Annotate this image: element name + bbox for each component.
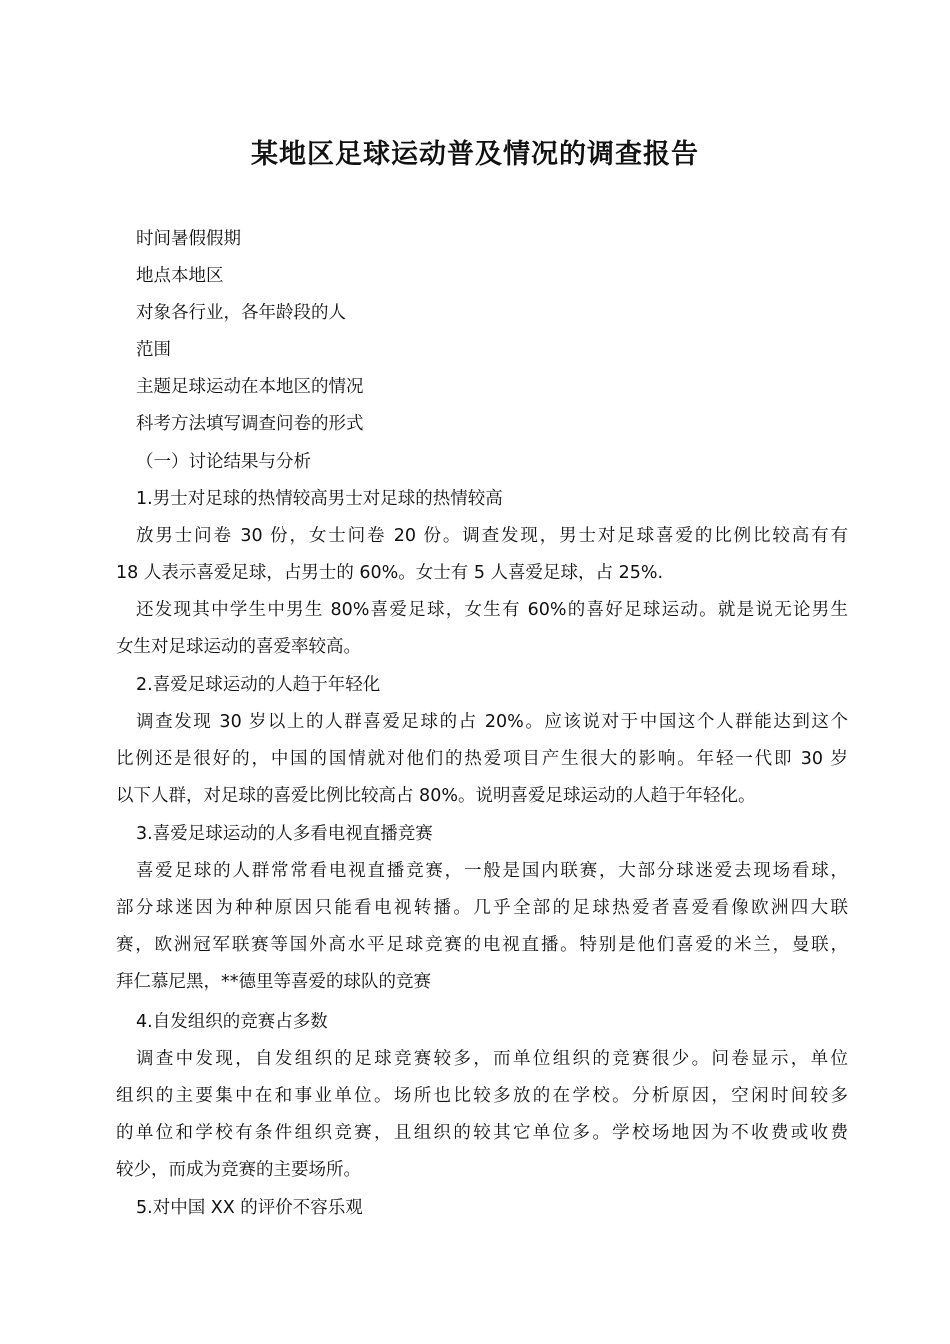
paragraph-line: 喜爱足球的人群常常看电视直播竞赛，一般是国内联赛，大部分球迷爱去现场看球，: [136, 861, 848, 881]
meta-audience: 对象各行业，各年龄段的人: [136, 303, 346, 323]
paragraph-line: 还发现其中学生中男生 80%喜爱足球，女生有 60%的喜好足球运动。就是说无论男生: [136, 600, 848, 620]
paragraph-line: 18 人表示喜爱足球，占男士的 60%。女士有 5 人喜爱足球，占 25%.: [116, 563, 664, 583]
meta-scope: 范围: [136, 340, 171, 360]
paragraph-line: 赛，欧洲冠军联赛等国外高水平足球竞赛的电视直播。特别是他们喜爱的米兰，曼联，: [116, 935, 848, 955]
paragraph-line: 调查中发现，自发组织的足球竞赛较多，而单位组织的竞赛很少。问卷显示，单位: [136, 1049, 848, 1069]
meta-topic: 主题足球运动在本地区的情况: [136, 377, 364, 397]
meta-method: 科考方法填写调查问卷的形式: [136, 414, 364, 434]
paragraph-line: 调查发现 30 岁以上的人群喜爱足球的占 20%。应该说对于中国这个人群能达到这个: [136, 712, 848, 732]
section-heading: （一）讨论结果与分析: [136, 452, 311, 472]
paragraph-line: 以下人群，对足球的喜爱比例比较高占 80%。说明喜爱足球运动的人趋于年轻化。: [116, 786, 756, 806]
paragraph-line: 女生对足球运动的喜爱率较高。: [116, 637, 361, 657]
item-heading: 4.自发组织的竞赛占多数: [136, 1012, 328, 1032]
paragraph-line: 放男士问卷 30 份，女士问卷 20 份。调查发现，男士对足球喜爱的比例比较高有有: [136, 526, 848, 546]
item-heading: 1.男士对足球的热情较高男士对足球的热情较高: [136, 489, 503, 509]
item-heading: 5.对中国 XX 的评价不容乐观: [136, 1198, 363, 1218]
paragraph-line: 部分球迷因为种种原因只能看电视转播。几乎全部的足球热爱者喜爱看像欧洲四大联: [116, 898, 848, 918]
paragraph-line: 的单位和学校有条件组织竞赛，且组织的较其它单位多。学校场地因为不收费或收费: [116, 1123, 848, 1143]
paragraph-line: 拜仁慕尼黑，**德里等喜爱的球队的竞赛: [116, 972, 431, 992]
paragraph-line: 组织的主要集中在和事业单位。场所也比较多放的在学校。分析原因，空闲时间较多: [116, 1086, 848, 1106]
item-heading: 3.喜爱足球运动的人多看电视直播竞赛: [136, 824, 433, 844]
paragraph-line: 较少，而成为竞赛的主要场所。: [116, 1160, 361, 1180]
meta-place: 地点本地区: [136, 266, 224, 286]
meta-time: 时间暑假假期: [136, 229, 241, 249]
item-heading: 2.喜爱足球运动的人趋于年轻化: [136, 675, 381, 695]
paragraph-line: 比例还是很好的，中国的国情就对他们的热爱项目产生很大的影响。年轻一代即 30 岁: [116, 749, 848, 769]
document-title: 某地区足球运动普及情况的调查报告: [251, 139, 699, 170]
